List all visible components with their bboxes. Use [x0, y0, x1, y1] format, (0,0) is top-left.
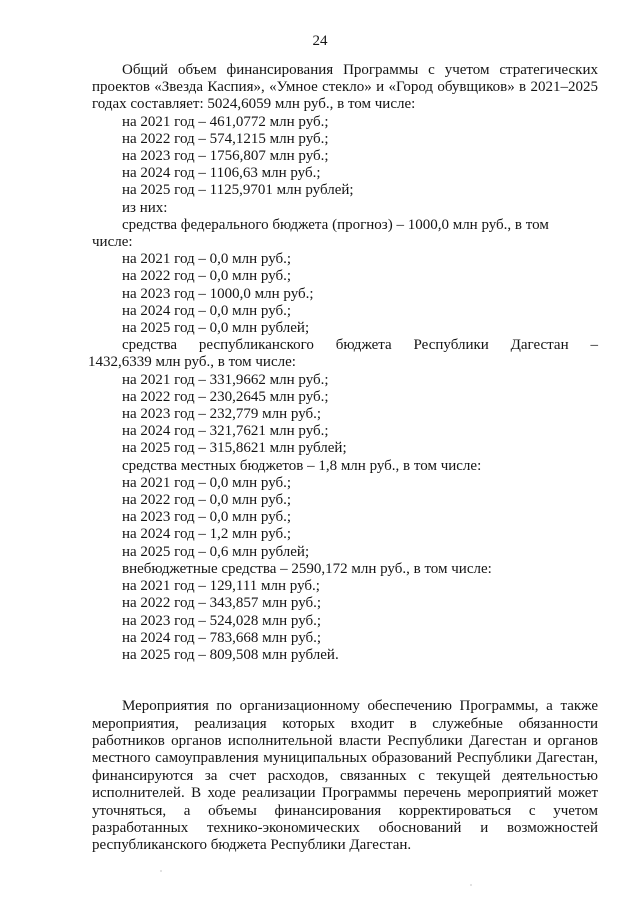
- of-them-label: из них:: [122, 199, 168, 216]
- list-item: на 2024 год – 321,7621 млн руб.;: [122, 423, 329, 440]
- list-item: на 2023 год – 524,028 млн руб.;: [122, 612, 322, 629]
- heading-word: средства: [122, 337, 178, 354]
- intro-paragraph: Общий объем финансирования Программы с учетом стратегических проектов «Звезда Каспия», «Умное стекло» и «Город обувщиков» в 2021–2025 годах составляет: 5024,6059 млн руб., в том числе:: [92, 62, 598, 113]
- list-item: на 2023 год – 232,779 млн руб.;: [122, 406, 322, 423]
- scan-speck: [160, 870, 162, 872]
- list-item: на 2023 год – 0,0 млн руб.;: [122, 509, 292, 526]
- scan-speck: [470, 884, 472, 886]
- heading-word: бюджета: [335, 337, 392, 354]
- list-item: на 2025 год – 1125,9701 млн рублей;: [122, 182, 354, 199]
- heading-word: –: [590, 337, 598, 354]
- list-item: на 2025 год – 315,8621 млн рублей;: [122, 440, 347, 457]
- list-item: на 2025 год – 809,508 млн рублей.: [122, 646, 339, 663]
- local-heading: средства местных бюджетов – 1,8 млн руб., в том числе:: [122, 457, 482, 474]
- list-item: на 2022 год – 0,0 млн руб.;: [122, 268, 292, 285]
- list-item: на 2024 год – 0,0 млн руб.;: [122, 302, 292, 319]
- federal-heading-line2: числе:: [92, 234, 133, 251]
- republic-heading-line2: 1432,6339 млн руб., в том числе:: [88, 354, 296, 371]
- list-item: на 2021 год – 0,0 млн руб.;: [122, 251, 292, 268]
- list-item: на 2021 год – 0,0 млн руб.;: [122, 474, 292, 491]
- list-item: на 2021 год – 331,9662 млн руб.;: [122, 371, 329, 388]
- federal-years-list: [92, 251, 598, 337]
- extrabudget-heading: внебюджетные средства – 2590,172 млн руб., в том числе:: [122, 560, 492, 577]
- list-item: на 2022 год – 343,857 млн руб.;: [122, 595, 322, 612]
- document-body: [88, 62, 598, 855]
- heading-word: Республики: [413, 337, 489, 354]
- list-item: на 2022 год – 574,1215 млн руб.;: [122, 130, 329, 147]
- list-item: на 2022 год – 0,0 млн руб.;: [122, 492, 292, 509]
- closing-paragraph: Мероприятия по организационному обеспечению Программы, а также мероприятия, реализация которых входит в служебные обязанности работников органов исполнительной власти Республики Дагестан и органов местного самоуправления муниципальных образований Республики Дагестан, финансируются за счет расходов, связанных с текущей деятельностью исполнителей. В ходе реализации Программы перечень мероприятий может уточняться, а объемы финансирования корректироваться с учетом разработанных технико-экономических обоснований и возможностей республиканского бюджета Республики Дагестан.: [92, 698, 598, 854]
- list-item: на 2024 год – 1,2 млн руб.;: [122, 526, 292, 543]
- list-item: на 2024 год – 783,668 млн руб.;: [122, 629, 322, 646]
- total-by-year-list: [92, 114, 598, 200]
- paragraph-spacer: [92, 664, 598, 698]
- republic-heading-line1: [92, 337, 598, 354]
- list-item: на 2024 год – 1106,63 млн руб.;: [122, 165, 321, 182]
- page-number: 24: [312, 33, 328, 49]
- list-item: на 2023 год – 1756,807 млн руб.;: [122, 148, 329, 165]
- heading-word: Дагестан: [510, 337, 569, 354]
- list-item: на 2022 год – 230,2645 млн руб.;: [122, 388, 329, 405]
- list-item: на 2021 год – 129,111 млн руб.;: [122, 578, 320, 595]
- federal-heading-line1: средства федерального бюджета (прогноз) – 1000,0 млн руб., в том: [122, 216, 549, 233]
- list-item: на 2023 год – 1000,0 млн руб.;: [122, 285, 314, 302]
- list-item: на 2021 год – 461,0772 млн руб.;: [122, 113, 329, 130]
- list-item: на 2025 год – 0,0 млн рублей;: [122, 320, 310, 337]
- extrabudget-years-list: [92, 578, 598, 664]
- list-item: на 2025 год – 0,6 млн рублей;: [122, 543, 310, 560]
- heading-word: республиканского: [198, 337, 314, 354]
- republic-years-list: [92, 372, 598, 458]
- local-years-list: [92, 475, 598, 561]
